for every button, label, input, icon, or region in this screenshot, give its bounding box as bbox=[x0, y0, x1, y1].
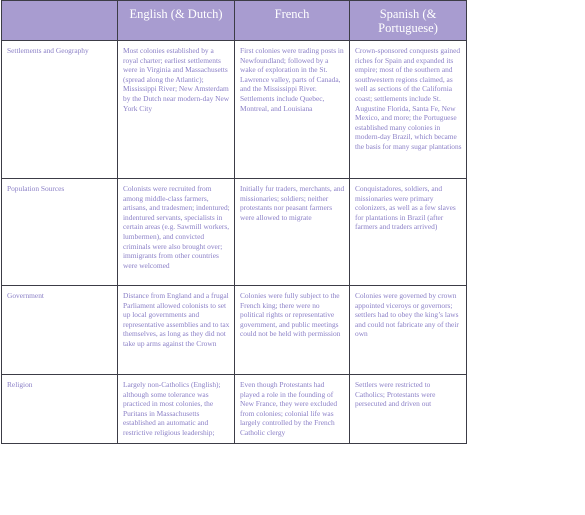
table-row-government bbox=[2, 286, 467, 375]
cell-population-french: Initially fur traders, merchants, and missionaries; soldiers; neither protestants nor peasant farmers were allowed to migrate bbox=[235, 179, 350, 286]
header-french: French bbox=[235, 1, 350, 41]
header-corner-cell bbox=[2, 1, 118, 41]
cell-government-english: Distance from England and a frugal Parliament allowed colonists to set up local governments and representative assemblies and to tax themselves, as long as they did not take up arms against the Crown bbox=[118, 286, 235, 375]
table-row-religion bbox=[2, 375, 467, 444]
cell-government-spanish: Colonies were governed by crown appointed viceroys or governors; settlers had to obey the king’s laws and could not fabricate any of their own bbox=[350, 286, 467, 375]
row-label-government: Government bbox=[2, 286, 118, 375]
cell-religion-english: Largely non-Catholics (English); although some tolerance was practiced in most colonies, the Puritans in Massachusetts established an automatic and restrictive religious leadership; bbox=[118, 375, 235, 444]
row-label-settlements: Settlements and Geography bbox=[2, 41, 118, 179]
cell-population-english: Colonists were recruited from among middle-class farmers, artisans, and tradesmen; indentured; indentured servants, specialists in certain areas (e.g. Sawmill workers, lumbermen), and convicted criminals were also brought over; immigrants from other countries were welcomed bbox=[118, 179, 235, 286]
cell-religion-spanish: Settlers were restricted to Catholics; Protestants were persecuted and driven out bbox=[350, 375, 467, 444]
cell-religion-french: Even though Protestants had played a role in the founding of New France, they were excluded from colonies; colonial life was largely controlled by the French Catholic clergy bbox=[235, 375, 350, 444]
table-body bbox=[2, 41, 467, 444]
row-label-religion: Religion bbox=[2, 375, 118, 444]
cell-government-french: Colonies were fully subject to the French king; there were no political rights or representative government, and public meetings could not be held with permission bbox=[235, 286, 350, 375]
cell-settlements-spanish: Crown-sponsored conquests gained riches for Spain and expanded its empire; most of the southern and southwestern regions claimed, as well as sections of the California coast; settlements include St. Augustine Florida, Santa Fe, New Mexico, and more; the Portuguese established many colonies in modern-day Brazil, which became the basis for many sugar plantations bbox=[350, 41, 467, 179]
table-header bbox=[2, 1, 467, 41]
cell-settlements-french: First colonies were trading posts in Newfoundland; followed by a wake of exploration in the St. Lawrence valley, parts of Canada, and the Mississippi River. Settlements include Quebec, Montreal, and Louisiana bbox=[235, 41, 350, 179]
colonial-comparison-table bbox=[1, 0, 467, 444]
cell-population-spanish: Conquistadores, soldiers, and missionaries were primary colonizers, as well as a few slaves for plantations in Brazil (after farmers and traders arrived) bbox=[350, 179, 467, 286]
header-spanish-portuguese: Spanish (& Portuguese) bbox=[350, 1, 467, 41]
header-english-dutch: English (& Dutch) bbox=[118, 1, 235, 41]
cell-settlements-english: Most colonies established by a royal charter; earliest settlements were in Virginia and Massachusetts (spread along the Atlantic); Mississippi River; New Amsterdam by the Dutch near modern-day New York City bbox=[118, 41, 235, 179]
row-label-population: Population Sources bbox=[2, 179, 118, 286]
table-row-population bbox=[2, 179, 467, 286]
header-row bbox=[2, 1, 467, 41]
table-row-settlements bbox=[2, 41, 467, 179]
